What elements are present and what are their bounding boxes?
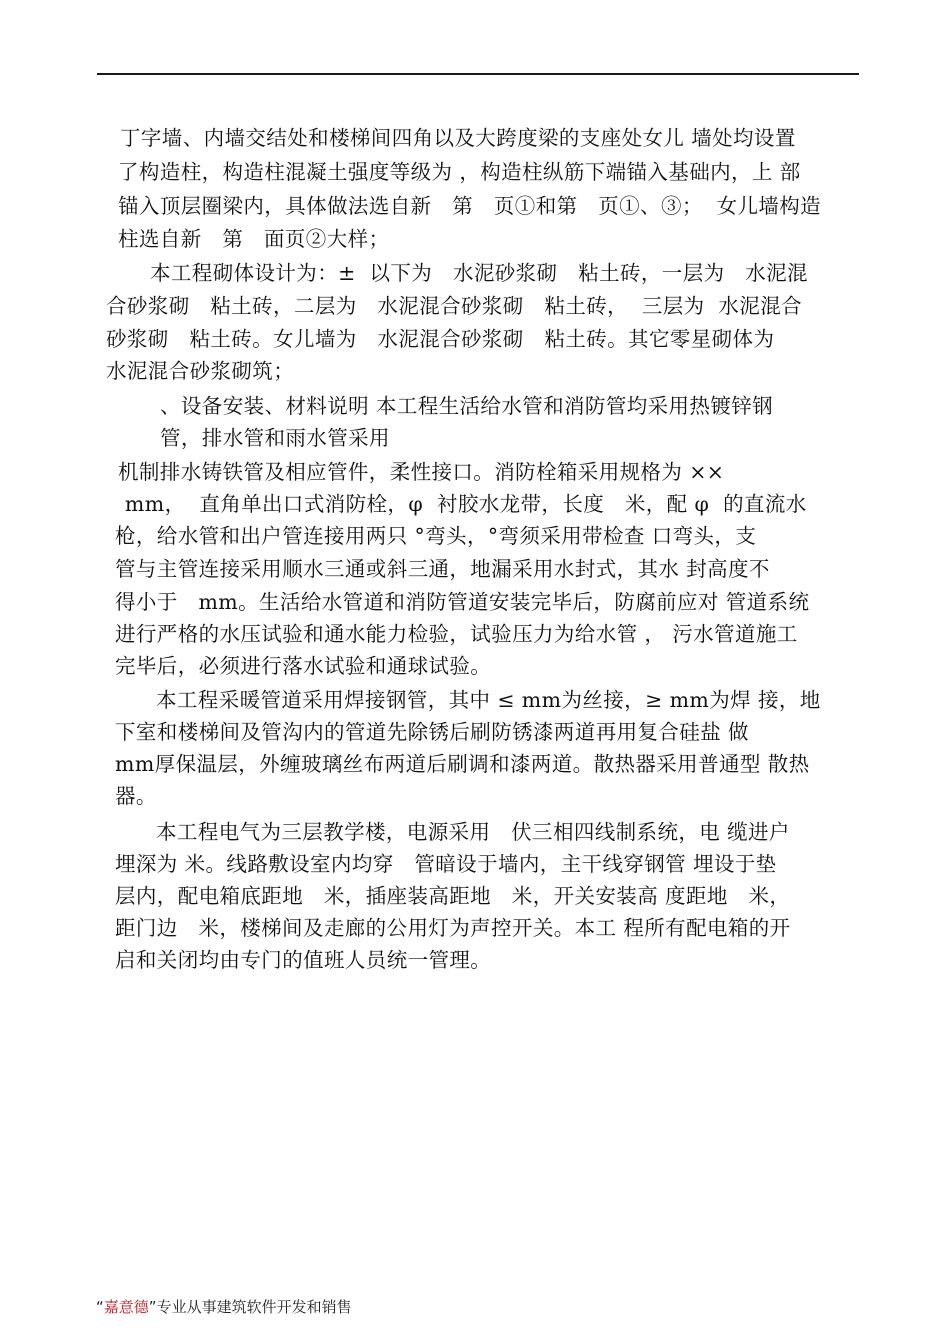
text-line: 下室和楼梯间及管沟内的管道先除锈后刷防锈漆两道再用复合硅盐 做 — [115, 720, 749, 744]
text-line: 启和关闭均由专门的值班人员统一管理。 — [115, 948, 492, 972]
text-line: 枪，给水管和出户管连接用两只 °弯头，°弯须采用带检查 口弯头，支 — [115, 524, 757, 548]
text-line: mm， 直角单出口式消防栓，φ 衬胶水龙带，长度 米，配 φ 的直流水 — [118, 492, 807, 516]
text-line: 了构造柱，构造柱混凝土强度等级为 ，构造柱纵筋下端锚入基础内，上 部 — [118, 160, 801, 184]
footer-close-quote: ” — [148, 1298, 157, 1316]
text-line: 合砂浆砌 粘土砖，二层为 水泥混合砂浆砌 粘土砖， 三层为 水泥混合 — [106, 294, 803, 318]
page-footer — [96, 1296, 352, 1317]
text-line: 得小于 mm。生活给水管道和消防管道安装完毕后，防腐前应对 管道系统 — [115, 590, 810, 614]
text-line: 本工程电气为三层教学楼，电源采用 伏三相四线制系统，电 缆进户 — [156, 820, 790, 844]
text-line: mm厚保温层，外缠玻璃丝布两道后刷调和漆两道。散热器采用普通型 散热 — [115, 752, 810, 776]
text-line: 柱选自新 第 面页②大样； — [118, 227, 390, 251]
footer-text: 专业从事建筑软件开发和销售 — [156, 1298, 352, 1316]
text-line: 管，排水管和雨水管采用 — [160, 426, 390, 450]
text-line: 距门边 米，楼梯间及走廊的公用灯为声控开关。本工 程所有配电箱的开 — [115, 916, 791, 940]
text-line: 本工程采暖管道采用焊接钢管，其中 ≤ mm为丝接，≥ mm为焊 接，地 — [156, 688, 821, 712]
text-line: 丁字墙、内墙交结处和楼梯间四角以及大跨度梁的支座处女儿 墙处均设置 — [120, 126, 796, 150]
text-line: 完毕后，必须进行落水试验和通球试验。 — [115, 654, 492, 678]
text-line: 水泥混合砂浆砌筑； — [106, 359, 295, 383]
text-line: 进行严格的水压试验和通水能力检验，试验压力为给水管 ， 污水管道施工 — [115, 622, 798, 646]
text-line: 本工程砌体设计为：± 以下为 水泥砂浆砌 粘土砖，一层为 水泥混 — [150, 261, 808, 285]
text-line: 器。 — [115, 784, 157, 808]
text-line: 层内，配电箱底距地 米，插座装高距地 米，开关安装高 度距地 米， — [115, 884, 791, 908]
footer-open-quote: “ — [96, 1298, 104, 1316]
text-line: 、设备安装、材料说明 本工程生活给水管和消防管均采用热镀锌钢 — [160, 394, 774, 418]
text-line: 管与主管连接采用顺水三通或斜三通，地漏采用水封式，其水 封高度不 — [115, 557, 770, 581]
footer-brand: 嘉意德 — [103, 1298, 149, 1316]
text-line: 砂浆砌 粘土砖。女儿墙为 水泥混合砂浆砌 粘土砖。其它零星砌体为 — [106, 327, 775, 351]
text-line: 埋深为 米。线路敷设室内均穿 管暗设于墙内，主干线穿钢管 埋设于垫 — [115, 852, 777, 876]
text-line: 机制排水铸铁管及相应管件，柔性接口。消防栓箱采用规格为 ×× — [118, 460, 725, 484]
text-line: 锚入顶层圈梁内，具体做法选自新 第 页①和第 页①、③； 女儿墙构造 — [118, 194, 822, 218]
header-rule — [97, 73, 859, 75]
